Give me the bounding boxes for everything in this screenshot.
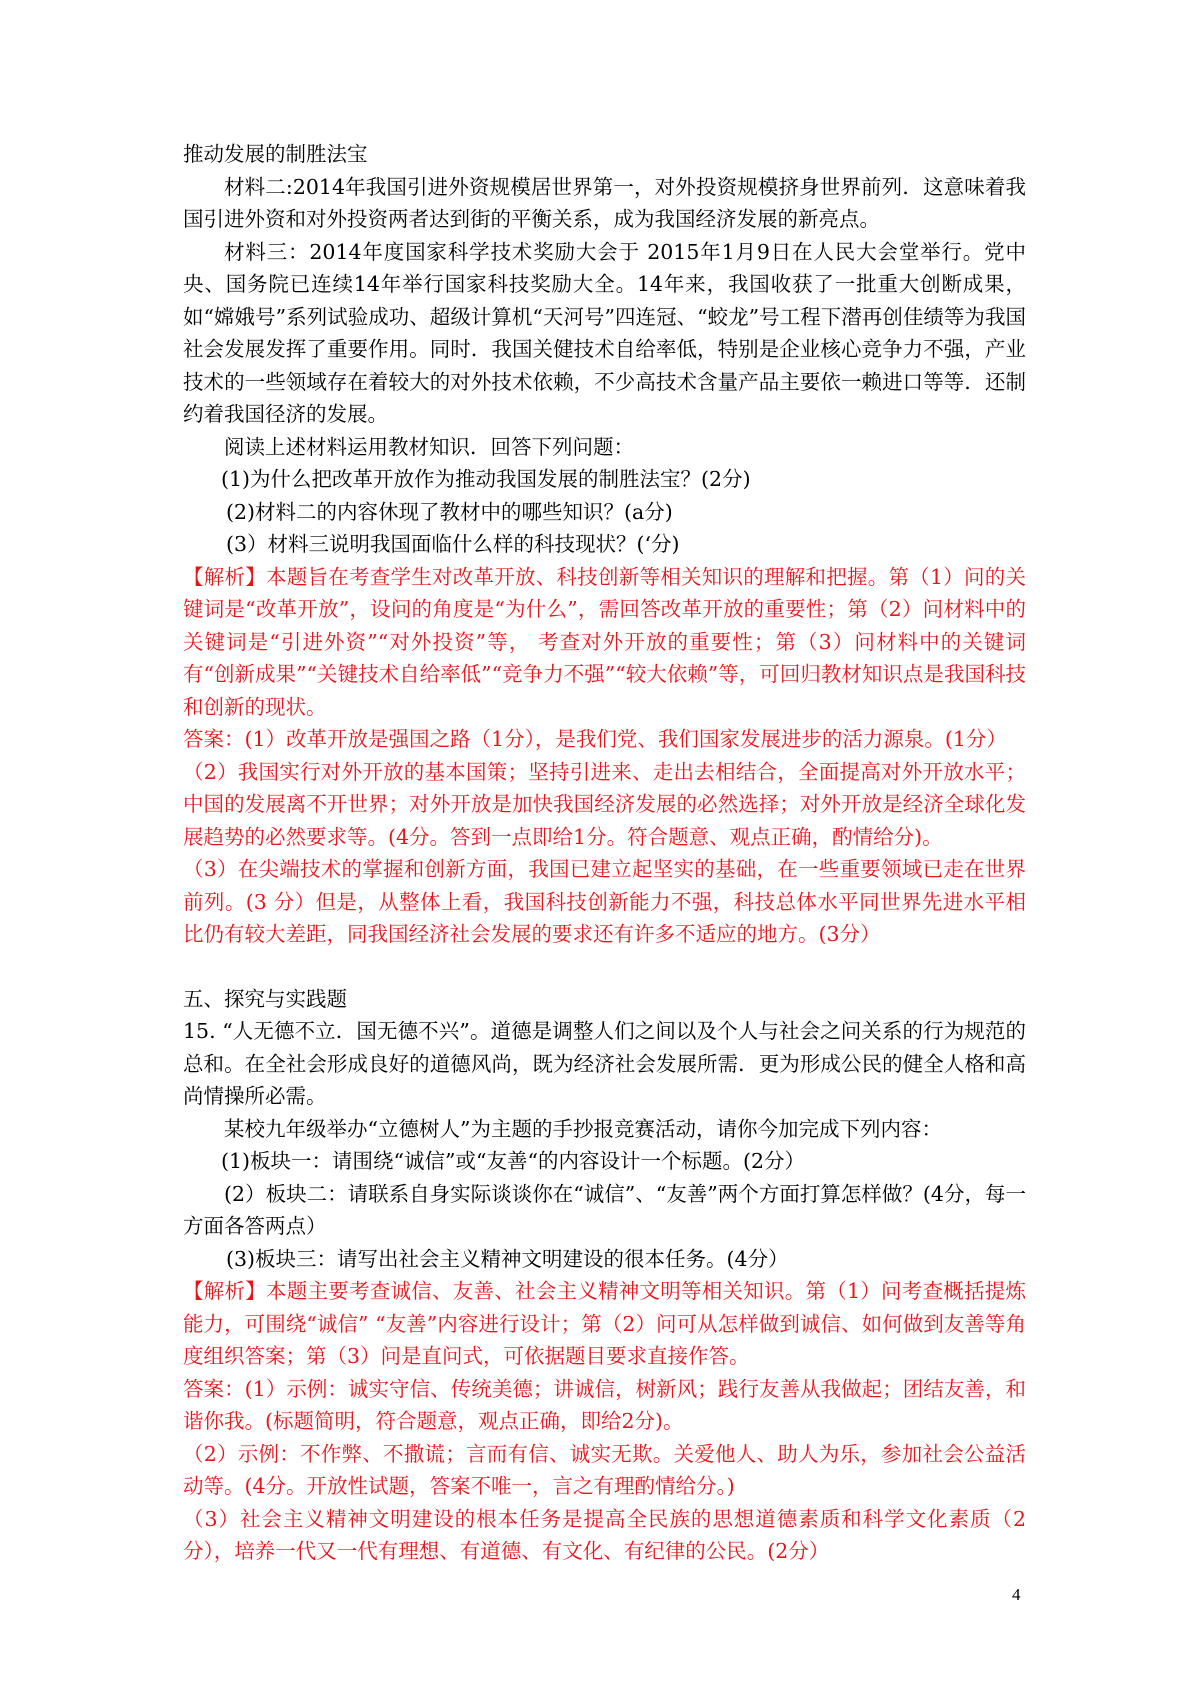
- answer-1: 答案：(1）改革开放是强国之路（1分），是我们党、我们国家发展进步的活力源泉。(1分）: [183, 727, 1007, 751]
- answer-3: （3）在尖端技术的掌握和创新方面，我国已建立起坚实的基础，在一些重要领域已走在世界前列。(3 分）但是，从整体上看，我国科技创新能力不强，科技总体水平同世界先进水平相比仍有较大差距，同我国经济社会发展的要求还有许多不适应的地方。(3分）: [183, 857, 1026, 946]
- analysis-label: 【解析】: [183, 564, 266, 589]
- block-question-1: (1)板块一：请围绕“诚信”或“友善“的内容设计一个标题。(2分）: [221, 1149, 805, 1173]
- page-number: 4: [1012, 1585, 1021, 1604]
- question-3: (3）材料三说明我国面临什么样的科技现状？(‘分): [226, 532, 680, 556]
- answer-2: （2）我国实行对外开放的基本国策；坚持引进来、走出去相结合，全面提高对外开放水平；中国的发展离不开世界；对外开放是加快我国经济发展的必然选择；对外开放是经济全球化发展趋势的必然要求等。(4分。答到一点即给1分。符合题意、观点正确，酌情给分)。: [183, 759, 1026, 849]
- section-title: 五、探究与实践题: [183, 986, 347, 1011]
- question-15: 15. “人无德不立．国无德不兴”。道德是调整人们之间以及个人与社会之问关系的行为规范的总和。在全社会形成良好的道德风尚，既为经济社会发展所需．更为形成公民的健全人格和高尚情操所必需。: [183, 1019, 1026, 1108]
- document-page: [183, 138, 1026, 1568]
- analysis-text-2: 本题主要考查诚信、友善、社会主义精神文明等相关知识。第（1）问考查概括提炼能力，可围绕“诚信” “友善”内容进行设计；第（2）问可从怎样做到诚信、如何做到友善等角度组织答案；第（3）问是直问式，可依据题目要求直接作答。: [183, 1279, 1026, 1368]
- answer-b1: 答案：(1）示例：诚实守信、传统美德；讲诚信，树新风；践行友善从我做起；团结友善，和谐你我。(标题简明，符合题意，观点正确，即给2分)。: [183, 1376, 1026, 1433]
- material-three: 材料三：2014年度国家科学技术奖励大会于 2015年1月9日在人民大会堂举行。党中央、国务院已连续14年举行国家科技奖励大全。14年来，我国收获了一批重大创断成果，如“嫦娥号”系列试验成功、超级计算机“天河号”四连冠、“蛟龙”号工程下潜再创佳绩等为我国社会发展发挥了重要作用。同时．我国关健技术自给率低，特别是企业核心竞争力不强，产业技术的一些领域存在着较大的对外技术依赖，不少高技术含量产品主要依一赖进口等等．还制约着我国径济的发展。: [183, 239, 1026, 426]
- analysis-block-2: [183, 1275, 1026, 1373]
- material-two: 材料二:2014年我国引进外资规模居世界第一，对外投资规模挤身世界前列．这意味着我国引进外资和对外投资两者达到街的平衡关系，成为我国经济发展的新亮点。: [183, 174, 1026, 231]
- answer-b2: （2）示例：不作弊、不撒谎；言而有信、诚实无欺。关爱他人、助人为乐，参加社会公益活动等。(4分。开放性试题，答案不唯一，言之有理酌情给分。): [183, 1441, 1026, 1498]
- section-gap: [183, 951, 1026, 983]
- question-2: (2)材料二的内容休现了教材中的哪些知识？(a分): [226, 499, 673, 524]
- question-prompt: 阅读上述材料运用教材知识．回答下列问题：: [224, 434, 634, 459]
- block-question-3: (3)板块三：请写出社会主义精神文明建设的很本任务。(4分）: [226, 1246, 789, 1271]
- answer-b3: （3）社会主义精神文明建设的根本任务是提高全民族的思想道德素质和科学文化素质（2分），培养一代又一代有理想、有道德、有文化、有纪律的公民。(2分）: [183, 1506, 1026, 1563]
- analysis-block: [183, 561, 1026, 724]
- analysis-label-2: 【解析】: [183, 1279, 266, 1303]
- block-question-2: (2）板块二：请联系自身实际谈谈你在“诚信”、“友善”两个方面打算怎样做？(4分，每一方面各答两点）: [183, 1181, 1026, 1238]
- heading-tail: 推动发展的制胜法宝: [183, 142, 368, 166]
- question-1: (1)为什么把改革开放作为推动我国发展的制胜法宝？(2分): [221, 467, 751, 491]
- activity-prompt: 某校九年级举办“立德树人”为主题的手抄报竞赛活动，请你今加完成下列内容：: [224, 1116, 942, 1141]
- analysis-text: 本题旨在考查学生对改革开放、科技创新等相关知识的理解和把握。第（1）问的关键词是“改革开放”，设问的角度是“为什么”，需回答改革开放的重要性；第（2）问材料中的关键词是“引进外资”“对外投资”等， 考查对外开放的重要性；第（3）问材料中的关键词有“创新成果”“关键技术自给率低”“竞争力不强”“较大依赖”等，可回归教材知识点是我国科技和创新的现状。: [183, 564, 1026, 719]
